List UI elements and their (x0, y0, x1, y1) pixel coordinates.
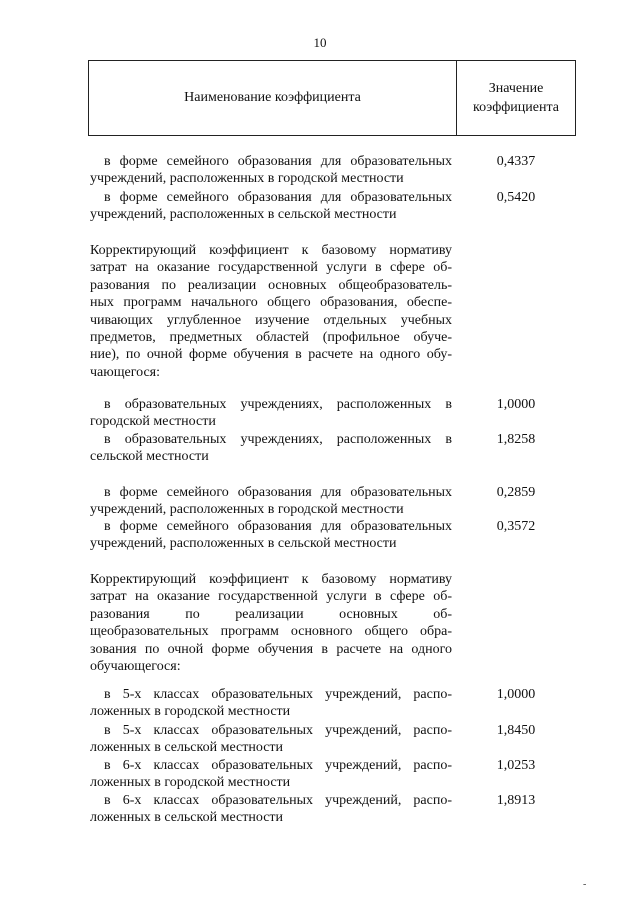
coefficient-name-line: в 6-х классах образовательных учреждений, распо- (104, 793, 452, 808)
coefficient-name (90, 153, 452, 188)
page-number: 10 (313, 35, 327, 50)
coefficient-name (90, 757, 452, 792)
coefficient-value: 1,0253 (496, 758, 536, 773)
coefficient-name-line: учреждений, расположенных в городской местности (90, 502, 404, 518)
coefficient-name-line: ложенных в сельской местности (90, 810, 284, 826)
coefficient-name-line: предметов, предметных областей (профильное обуче- (90, 330, 452, 346)
coefficient-name (90, 518, 452, 553)
coefficient-name-line: Корректирующий коэффициент к базовому нормативу (90, 243, 452, 258)
coefficient-value: 0,5420 (496, 190, 536, 205)
coefficient-name-line: в 6-х классах образовательных учреждений, распо- (104, 758, 452, 773)
column-header-value-line-1: Значение (488, 81, 544, 96)
coefficient-name-line: зования по очной форме обучения в расчете на одного (90, 641, 452, 657)
coefficient-name (90, 396, 452, 431)
coefficient-name-line: в образовательных учреждениях, расположенных в (104, 397, 452, 412)
coefficient-name-line: в 5-х классах образовательных учреждений, распо- (104, 723, 452, 738)
coefficient-name (90, 722, 452, 757)
coefficient-name-line: сельской местности (90, 449, 209, 465)
footer-mark: - (583, 879, 587, 890)
coefficient-name-line: ных программ начального общего образования, обеспе- (90, 295, 452, 311)
table-header (88, 60, 576, 136)
coefficient-name (90, 431, 452, 466)
coefficient-name-line: учреждений, расположенных в городской местности (90, 171, 404, 187)
coefficient-name-line: в форме семейного образования для образовательных (104, 485, 452, 500)
coefficient-name-line: ложенных в городской местности (90, 704, 291, 720)
coefficient-value: 1,0000 (496, 687, 536, 702)
coefficient-name-line: затрат на оказание государственной услуги в сфере об- (90, 589, 452, 605)
coefficient-name-line: ложенных в городской местности (90, 775, 291, 791)
coefficient-name-line: разования по реализации основных общеобразователь- (90, 277, 452, 293)
column-header-value-line-2: коэффициента (473, 100, 559, 115)
coefficient-name-line: ложенных в сельской местности (90, 740, 284, 756)
coefficient-name (90, 686, 452, 721)
coefficient-name-line: в форме семейного образования для образовательных (104, 519, 452, 534)
coefficient-value: 1,8450 (496, 723, 536, 738)
coefficient-name-line: чающегося: (90, 364, 160, 380)
coefficient-value: 0,3572 (496, 519, 536, 534)
coefficient-name-line: учреждений, расположенных в сельской местности (90, 207, 397, 223)
column-header-value (457, 61, 575, 135)
coefficient-value: 1,8913 (496, 793, 536, 808)
coefficient-name (90, 792, 452, 827)
coefficient-name-line: чивающих углубленное изучение отдельных учебных (90, 312, 452, 328)
coefficient-name-line: в форме семейного образования для образовательных (104, 154, 452, 169)
coefficient-name-line: Корректирующий коэффициент к базовому нормативу (90, 572, 452, 587)
coefficient-name-line: щеобразовательных программ основного общего обра- (90, 624, 452, 640)
coefficient-value: 0,2859 (496, 485, 536, 500)
coefficient-name (90, 242, 452, 381)
coefficient-name-line: в образовательных учреждениях, расположенных в (104, 432, 452, 447)
coefficient-name-line: в 5-х классах образовательных учреждений, распо- (104, 687, 452, 702)
coefficient-name (90, 484, 452, 519)
coefficient-value: 1,8258 (496, 432, 536, 447)
coefficient-name-line: учреждений, расположенных в сельской местности (90, 536, 397, 552)
coefficient-name-line: в форме семейного образования для образовательных (104, 190, 452, 205)
coefficient-name (90, 189, 452, 224)
coefficient-value: 0,4337 (496, 154, 536, 169)
coefficient-name (90, 571, 452, 675)
coefficient-name-line: разования по реализации основных об- (90, 606, 452, 622)
coefficient-name-line: ние), по очной форме обучения в расчете на одного обу- (90, 347, 452, 363)
column-header-name: Наименование коэффициента (89, 61, 457, 135)
coefficient-name-line: городской местности (90, 414, 216, 430)
coefficient-value: 1,0000 (496, 397, 536, 412)
coefficient-name-line: затрат на оказание государственной услуги в сфере об- (90, 260, 452, 276)
coefficient-name-line: обучающегося: (90, 659, 181, 675)
